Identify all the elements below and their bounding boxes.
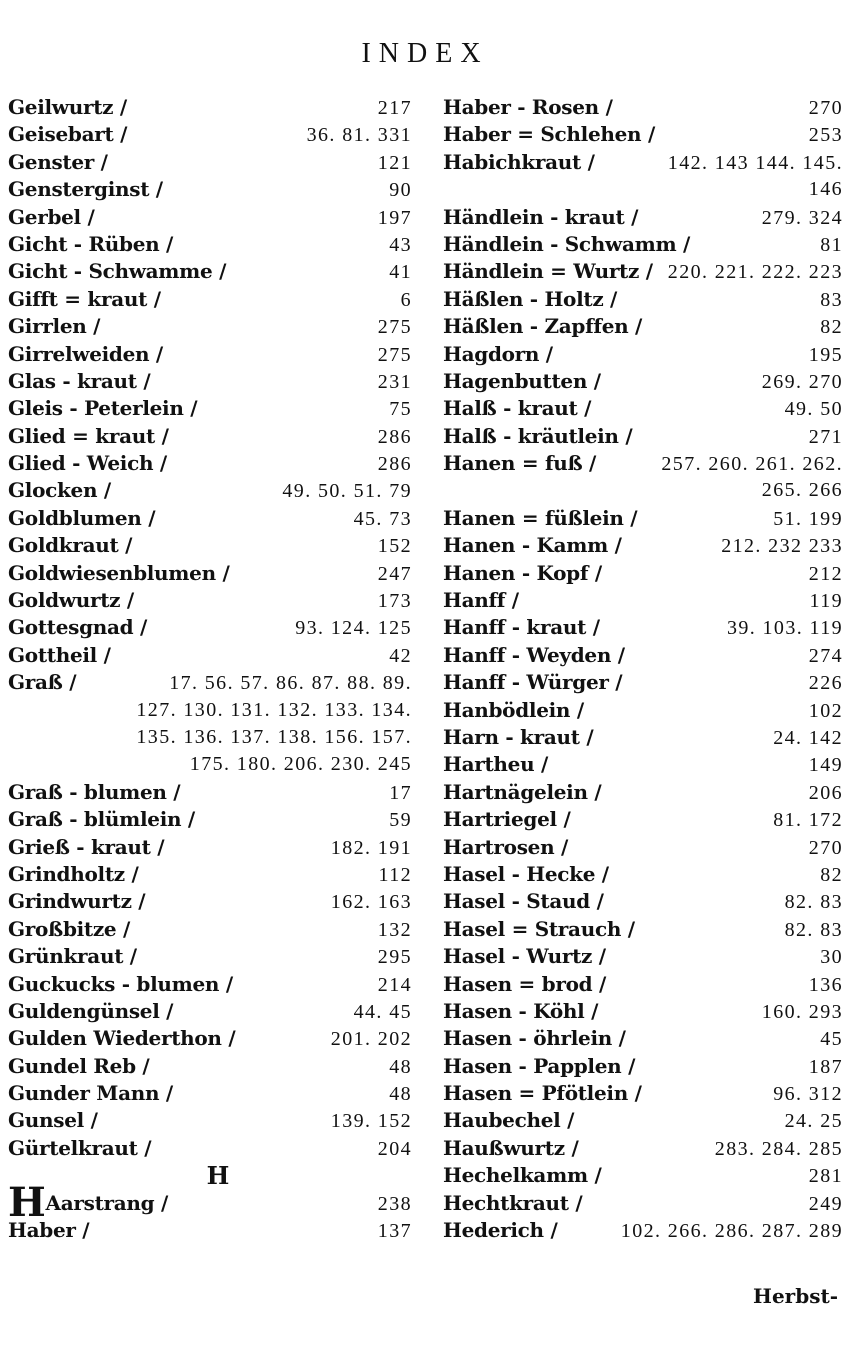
index-page-numbers: 271 [808,425,843,448]
index-page-numbers-continued: 265. 266 [761,479,843,502]
index-term: Hartriegel / [443,807,571,832]
index-entry [8,888,412,915]
index-term [8,1178,169,1226]
index-entry [8,642,412,669]
index-page-numbers: 247 [377,562,412,585]
index-entry [443,724,843,751]
index-entry [8,1135,412,1162]
index-page-numbers: 81 [820,233,843,256]
index-term: Graß - blümlein / [8,807,195,832]
index-term: Gulden Wiederthon / [8,1026,236,1051]
index-page-numbers: 17. 56. 57. 86. 87. 88. 89. [169,672,412,695]
index-term: Händlein - Schwamm / [443,231,690,256]
index-entry [8,368,412,395]
index-page-numbers: 42 [389,644,412,667]
index-term: Gerbel / [8,204,95,229]
index-term: Gifft = kraut / [8,286,161,311]
index-entry [443,560,843,587]
index-term: Händlein - kraut / [443,204,639,229]
index-page-numbers-continued: 146 [808,178,843,201]
index-page-numbers: 152 [377,535,412,558]
index-page-numbers-continued: 135. 136. 137. 138. 156. 157. [136,725,412,748]
index-page-numbers: 39. 103. 119 [726,617,843,640]
index-entry [8,231,412,258]
index-page-numbers: 102 [808,699,843,722]
index-entry [8,587,412,614]
index-entry [8,916,412,943]
index-term: Hasel = Strauch / [443,916,635,941]
index-entry [443,258,843,285]
index-page-numbers: 212 [808,562,843,585]
index-page-numbers: 6 [400,288,412,311]
index-entry [443,861,843,888]
index-term: Häßlen - Holtz / [443,286,618,311]
index-page-numbers: 45 [820,1028,843,1051]
index-entry [443,423,843,450]
drop-initial: H [8,1178,46,1226]
index-entry [8,861,412,888]
index-page-numbers: 121 [377,151,412,174]
index-term: Goldblumen / [8,505,156,530]
index-term: Hasen - Papplen / [443,1053,636,1078]
index-term: Hasel - Staud / [443,889,604,914]
index-page-numbers: 132 [377,918,412,941]
index-page-numbers: 160. 293 [761,1000,843,1023]
index-page-numbers: 286 [377,453,412,476]
index-page-numbers: 81. 172 [773,809,843,832]
index-term: Hanen - Kopf / [443,560,602,585]
index-entry [443,532,843,559]
index-page-numbers: 286 [377,425,412,448]
index-term: Hartrosen / [443,834,569,859]
index-page-numbers: 51. 199 [773,507,843,530]
index-page-numbers: 17 [389,781,412,804]
index-term: Harn - kraut / [443,724,594,749]
index-entry [8,341,412,368]
index-page-numbers: 217 [377,97,412,119]
index-term: Hanff / [443,588,519,613]
index-page-numbers: 195 [808,343,843,366]
index-page-numbers: 187 [808,1055,843,1078]
index-page-numbers: 102. 266. 286. 287. 289 [620,1220,843,1243]
index-term: Hasen = brod / [443,971,606,996]
index-entry [8,149,412,176]
index-term: Haubechel / [443,1108,575,1133]
index-column-left [8,94,412,1244]
index-term: Hasel - Hecke / [443,861,609,886]
index-term: Goldwiesenblumen / [8,560,230,585]
index-term: Halß - kraut / [443,396,592,421]
index-page-numbers: 139. 152 [330,1110,412,1133]
index-term: Girrlen / [8,314,101,339]
index-term: Hasel - Wurtz / [443,944,606,969]
index-term: Glas - kraut / [8,368,151,393]
index-entry [443,121,843,148]
index-term: Haber / [8,1218,90,1243]
index-page-numbers: 270 [808,836,843,859]
index-entry [443,395,843,422]
index-term: Genster / [8,149,108,174]
index-term: Glied - Weich / [8,451,167,476]
index-entry [8,1080,412,1107]
index-entry [8,286,412,313]
index-entry [8,258,412,285]
index-term: Girrelweiden / [8,341,163,366]
index-entry [443,614,843,641]
index-page-numbers: 136 [808,973,843,996]
index-term: Grieß - kraut / [8,834,165,859]
index-page-numbers: 275 [377,343,412,366]
index-term: Glocken / [8,478,111,503]
index-page-numbers: 48 [389,1055,412,1078]
index-term: Gicht - Rüben / [8,231,174,256]
index-entry [443,998,843,1025]
index-page-numbers: 49. 50. 51. 79 [282,480,412,503]
index-entry [8,669,412,696]
index-page-numbers: 75 [389,398,412,421]
index-entry [443,1107,843,1134]
index-term: Goldkraut / [8,533,133,558]
index-entry [443,1135,843,1162]
index-entry [443,943,843,970]
index-entry [443,1053,843,1080]
index-entry [443,94,843,121]
index-page-numbers: 49. 50 [784,398,843,421]
index-entry [443,149,843,176]
index-entry [443,779,843,806]
index-term: Gunsel / [8,1108,98,1133]
index-term: Hanen - Kamm / [443,533,622,558]
index-entry [443,204,843,231]
index-entry [8,450,412,477]
index-term: Hederich / [443,1218,558,1243]
index-term: Hasen - öhrlein / [443,1026,626,1051]
index-entry [8,94,412,121]
index-page-numbers: 24. 25 [784,1110,843,1133]
index-page-numbers: 212. 232 233 [721,535,843,558]
index-page-numbers: 275 [377,316,412,339]
index-term: Hechelkamm / [443,1163,602,1188]
index-page-numbers: 231 [377,370,412,393]
index-entry [8,806,412,833]
index-term-text: Aarstrang / [45,1190,169,1215]
index-entry [443,1025,843,1052]
index-entry [443,368,843,395]
index-term: Hasen - Köhl / [443,998,599,1023]
index-term: Hanff - Weyden / [443,642,625,667]
index-page-numbers: 45. 73 [353,507,412,530]
index-page-numbers: 197 [377,206,412,229]
index-page-numbers: 182. 191 [330,836,412,859]
index-term: Haber - Rosen / [443,95,613,119]
index-entry [443,587,843,614]
index-term: Grünkraut / [8,944,137,969]
index-page-numbers: 173 [377,590,412,613]
index-entry [443,450,843,477]
index-page-numbers: 238 [377,1192,412,1215]
index-term: Gensterginst / [8,177,163,202]
index-column-right [443,94,843,1244]
index-entry [443,286,843,313]
index-term: Hanff - Würger / [443,670,623,695]
index-entry [443,916,843,943]
index-page-numbers: 43 [389,233,412,256]
index-term: Gundel Reb / [8,1053,150,1078]
index-entry [443,751,843,778]
index-entry [443,231,843,258]
index-page-numbers: 112 [378,863,412,886]
index-entry [8,395,412,422]
index-page-numbers: 149 [808,754,843,777]
index-term: Hanen = füßlein / [443,505,638,530]
index-entry [8,1025,412,1052]
index-page-numbers: 295 [377,946,412,969]
index-entry [443,1217,843,1244]
index-page-numbers: 90 [389,179,412,202]
index-entry [8,560,412,587]
index-page-numbers: 41 [389,261,412,284]
index-term: Hartnägelein / [443,779,602,804]
index-entry [8,1053,412,1080]
index-term: Graß / [8,670,77,695]
index-entry [8,505,412,532]
index-page-numbers: 142. 143 144. 145. [667,151,843,174]
index-entry [443,1190,843,1217]
index-term: Glied = kraut / [8,423,169,448]
index-term: Gottheil / [8,642,111,667]
index-term: Hagenbutten / [443,368,601,393]
index-entry [443,971,843,998]
index-page-numbers: 206 [808,781,843,804]
index-term: Geisebart / [8,122,128,147]
index-term: Hanbödlein / [443,697,584,722]
index-entry [443,1080,843,1107]
index-page-numbers: 283. 284. 285 [714,1137,843,1160]
index-page-numbers: 93. 124. 125 [295,617,412,640]
index-page-numbers-continued: 175. 180. 206. 230. 245 [189,753,412,776]
index-page-numbers: 82. 83 [784,918,843,941]
index-entry [443,888,843,915]
index-entry [8,204,412,231]
index-entry [8,313,412,340]
index-page-numbers: 162. 163 [330,891,412,914]
index-term: Gürtelkraut / [8,1135,152,1160]
index-term: Grindwurtz / [8,889,146,914]
index-term: Gottesgnad / [8,615,148,640]
index-page-numbers: 82 [820,863,843,886]
index-entry [443,806,843,833]
index-entry [8,779,412,806]
index-page-numbers: 36. 81. 331 [306,124,412,147]
index-entry [443,642,843,669]
index-term: Geilwurtz / [8,95,127,119]
index-term: Graß - blumen / [8,779,181,804]
index-term: Haber = Schlehen / [443,122,655,147]
index-entry [8,176,412,203]
index-entry [443,341,843,368]
index-page-numbers: 48 [389,1083,412,1106]
index-term: Gicht - Schwamme / [8,259,227,284]
index-page-numbers: 59 [389,809,412,832]
catchword: Herbst- [753,1284,838,1308]
index-page-numbers: 82. 83 [784,891,843,914]
index-term: Großbitze / [8,916,131,941]
index-page-numbers: 279. 324 [761,206,843,229]
index-entry [443,834,843,861]
index-term: Guldengünsel / [8,998,174,1023]
index-entry [443,313,843,340]
index-page-numbers: 83 [820,288,843,311]
index-page-numbers: 201. 202 [330,1028,412,1051]
index-page-numbers-continued: 127. 130. 131. 132. 133. 134. [136,698,412,721]
index-entry [8,532,412,559]
index-page-numbers: 204 [377,1137,412,1160]
index-entry [8,943,412,970]
index-entry [443,669,843,696]
index-page-numbers: 214 [377,973,412,996]
index-page-numbers: 30 [820,946,843,969]
index-entry [8,121,412,148]
index-entry [8,1178,412,1226]
index-term: Hartheu / [443,752,549,777]
section-letter-heading: H [206,1161,230,1191]
index-page-numbers: 82 [820,316,843,339]
index-page-numbers: 257. 260. 261. 262. [661,453,843,476]
index-term: Gleis - Peterlein / [8,396,198,421]
index-entry [8,614,412,641]
index-term: Grindholtz / [8,861,139,886]
index-term: Häßlen - Zapffen / [443,314,643,339]
index-page-numbers: 24. 142 [773,726,843,749]
index-entry [8,1217,412,1244]
page-title: INDEX [361,38,489,69]
index-page-numbers: 137 [377,1220,412,1243]
index-entry [443,505,843,532]
index-term: Hechtkraut / [443,1190,583,1215]
index-entry [8,477,412,504]
index-page-numbers: 274 [808,644,843,667]
index-page-numbers: 44. 45 [353,1000,412,1023]
index-term: Hagdorn / [443,341,553,366]
index-entry [443,1162,843,1189]
index-term: Habichkraut / [443,149,595,174]
index-page-numbers: 119 [809,590,843,613]
index-entry [8,1107,412,1134]
index-entry [8,971,412,998]
index-page-numbers: 281 [808,1165,843,1188]
index-term: Gunder Mann / [8,1081,173,1106]
index-page-numbers: 270 [808,97,843,119]
index-entry [8,423,412,450]
index-page-numbers: 220. 221. 222. 223 [667,261,843,284]
index-entry [8,998,412,1025]
index-term: Haußwurtz / [443,1135,579,1160]
index-term: Hanen = fuß / [443,451,597,476]
index-term: Hanff - kraut / [443,615,600,640]
index-page-numbers: 226 [808,672,843,695]
index-entry [443,697,843,724]
index-term: Halß - kräutlein / [443,423,633,448]
index-term: Hasen = Pfötlein / [443,1081,642,1106]
index-page-numbers: 96. 312 [773,1083,843,1106]
index-term: Händlein = Wurtz / [443,259,653,284]
index-page-numbers: 253 [808,124,843,147]
index-term: Goldwurtz / [8,588,134,613]
index-page-numbers: 269. 270 [761,370,843,393]
index-entry [8,834,412,861]
index-page-numbers: 249 [808,1192,843,1215]
index-term: Guckucks - blumen / [8,971,233,996]
